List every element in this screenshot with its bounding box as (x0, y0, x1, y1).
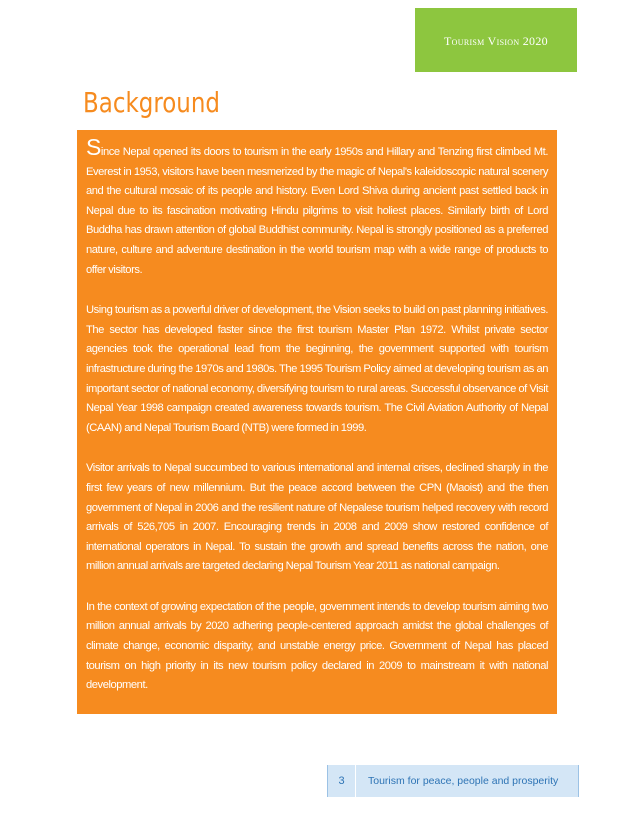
section-heading: Background (83, 86, 220, 119)
background-text-panel (77, 130, 557, 714)
paragraph-future-vision: In the context of growing expectation of the people, government intends to develop tourism aiming two million annual arrivals by 2020 adhering people-centered approach amidst the global challenges of climate change, economic disparity, and unstable energy price. Government of Nepal has placed tourism on high priority in its new tourism policy declared in 2009 to mainstream it with national development. (86, 600, 548, 692)
footer-tagline: Tourism for peace, people and prosperity (368, 775, 559, 787)
paragraph-intro-text: ince Nepal opened its doors to tourism in the early 1950s and Hillary and Tenzing first climbed Mt. Everest in 1953, visitors have been mesmerized by the magic of Nepal's kaleidoscopic natural scenery and the cultural mosaic of its people and history. Even Lord Shiva during ancient past settled back in Nepal due to its fascination motivating Hindu pilgrims to visit holiest places. Similarly birth of Lord Buddha has drawn attention of global Buddhist community. Nepal is strongly positioned as a preferred nature, culture and adventure destination in the world tourism map with a wide range of products to offer visitors. (86, 146, 548, 276)
document-title: Tourism Vision 2020 (444, 34, 548, 48)
paragraph-intro (86, 134, 548, 280)
header-banner (415, 8, 577, 72)
dropcap-letter: S (86, 134, 101, 160)
page-number: 3 (328, 765, 356, 797)
paragraph-development: Using tourism as a powerful driver of development, the Vision seeks to build on past planning initiatives. The sector has developed faster since the first tourism Master Plan 1972. Whilst private sector agencies took the operational lead from the beginning, the government supported with tourism infrastructure during the 1970s and 1980s. The 1995 Tourism Policy aimed at developing tourism as an important sector of national economy, diversifying tourism to rural areas. Successful observance of Visit Nepal Year 1998 campaign created awareness towards tourism. The Civil Aviation Authority of Nepal (CAAN) and Nepal Tourism Board (NTB) were formed in 1999. (86, 304, 548, 434)
paragraph-visitor-arrivals: Visitor arrivals to Nepal succumbed to various international and internal crises, declined sharply in the first few years of new millennium. But the peace accord between the CPN (Maoist) and the then government of Nepal in 2006 and the resilient nature of Nepalese tourism helped recovery with record arrivals of 526,705 in 2007. Encouraging trends in 2008 and 2009 show restored confidence of international operators in Nepal. To sustain the growth and spread benefits across the nation, one million annual arrivals are targeted declaring Nepal Tourism Year 2011 as national campaign. (86, 462, 548, 573)
page-footer (327, 765, 579, 797)
